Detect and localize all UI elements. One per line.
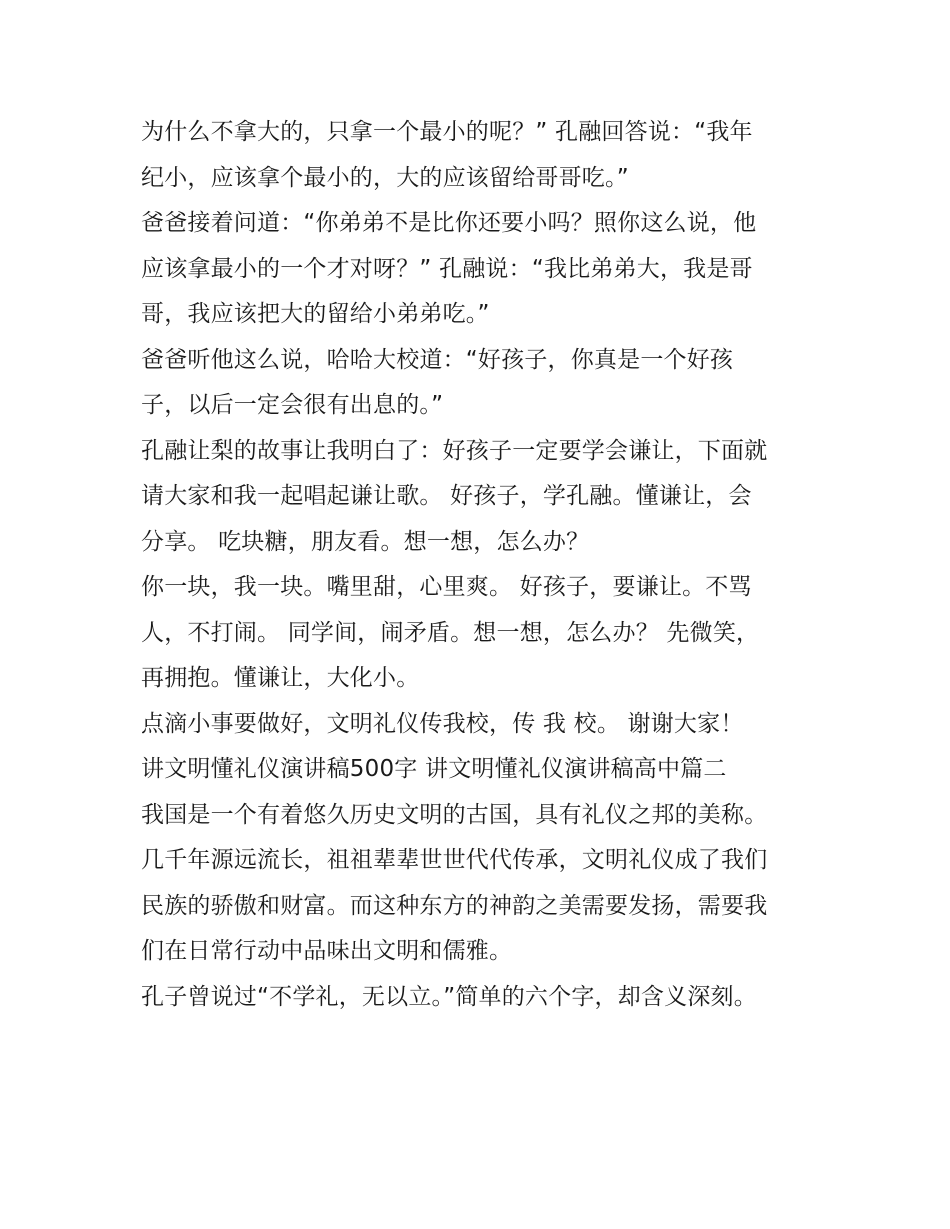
text-line: 你一块，我一块。嘴里甜，心里爽。 好孩子，要谦让。不骂 <box>141 574 752 600</box>
text-line: 点滴小事要做好，文明礼仪传我校，传 我 校。 谢谢大家！ <box>141 710 744 737</box>
text-line: 子，以后一定会很有出息的。” <box>141 392 444 418</box>
text-line: 再拥抱。懂谦让，大化小。 <box>141 665 420 691</box>
text-line: 民族的骄傲和财富。而这种东方的神韵之美需要发扬，需要我 <box>141 892 768 919</box>
text-line: 爸爸接着问道：“你弟弟不是比你还要小吗？照你这么说，他 <box>141 210 757 236</box>
text-line: 我国是一个有着悠久历史文明的古国，具有礼仪之邦的美称。 <box>141 801 768 828</box>
text-line: 纪小，应该拿个最小的，大的应该留给哥哥吃。” <box>141 164 629 191</box>
text-line: 孔子曾说过“不学礼，无以立。”简单的六个字，却含义深刻。 <box>141 983 757 1010</box>
text-line: 哥，我应该把大的留给小弟弟吃。” <box>141 301 490 327</box>
text-line: 孔融让梨的故事让我明白了：好孩子一定要学会谦让，下面就 <box>141 437 768 464</box>
text-line: 分享。 吃块糖，朋友看。想一想，怎么办？ <box>141 528 590 555</box>
text-line: 几千年源远流长，祖祖辈辈世世代代传承，文明礼仪成了我们 <box>141 847 768 873</box>
text-line: 爸爸听他这么说，哈哈大校道：“好孩子，你真是一个好孩 <box>141 346 734 373</box>
text-body <box>141 110 821 1020</box>
section-heading: 讲文明懂礼仪演讲稿500字 讲文明懂礼仪演讲稿高中篇二 <box>141 756 727 782</box>
text-line: 们在日常行动中品味出文明和儒雅。 <box>141 938 513 964</box>
text-line: 应该拿最小的一个才对呀？” 孔融说：“我比弟弟大，我是哥 <box>141 255 753 282</box>
text-line: 为什么不拿大的，只拿一个最小的呢？” 孔融回答说：“我年 <box>141 119 753 145</box>
text-line: 请大家和我一起唱起谦让歌。 好孩子，学孔融。懂谦让，会 <box>141 483 752 509</box>
text-line: 人，不打闹。 同学间，闹矛盾。想一想，怎么办？ 先微笑， <box>141 619 760 646</box>
